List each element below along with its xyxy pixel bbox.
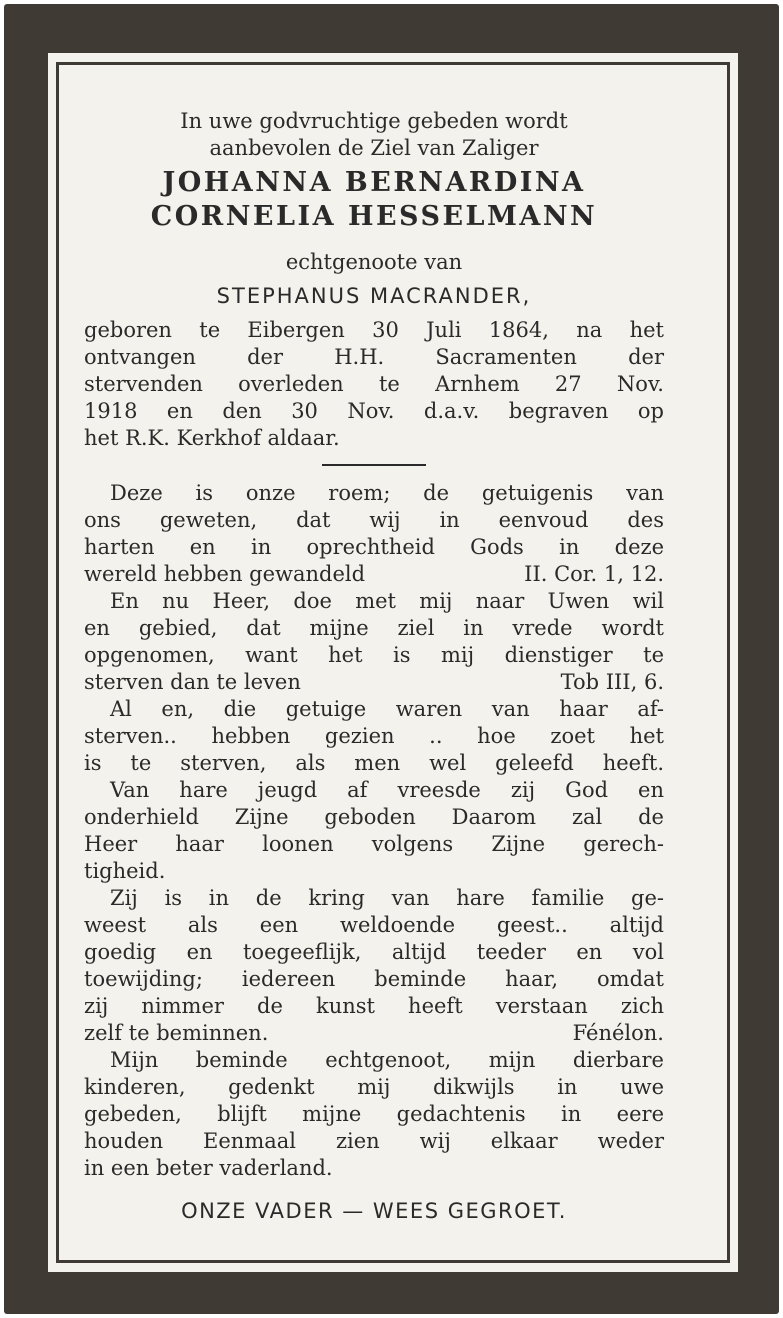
verse-line: kinderen, gedenkt mij dikwijls in uwe — [84, 1075, 664, 1099]
divider — [322, 464, 426, 466]
verse-line: goedig en toegeeflijk, altijd teeder en vol — [84, 940, 664, 964]
verse-paragraph — [84, 885, 664, 1047]
verse-line: sterven.. hebben gezien .. hoe zoet het — [84, 724, 664, 748]
verse-line: Zij is in de kring van hare familie ge- — [110, 886, 664, 910]
verse-last-line — [84, 1155, 664, 1182]
verse-line: harten en in oprechtheid Gods in deze — [84, 535, 664, 559]
verse-line: is te sterven, als men wel geleefd heeft. — [84, 751, 664, 775]
verse-line: tigheid. — [84, 859, 166, 883]
verse-line: in een beter vaderland. — [84, 1156, 333, 1180]
intro-line: In uwe godvruchtige gebeden wordt — [180, 109, 568, 133]
verse-paragraph — [84, 777, 664, 885]
verse-line: onderhield Zijne geboden Daarom zal de — [84, 805, 664, 829]
verse-line: ons geweten, dat wij in eenvoud des — [84, 508, 664, 532]
verse-line: opgenomen, want het is mij dienstiger te — [84, 643, 664, 667]
verse-line: Deze is onze roem; de getuigenis van — [110, 481, 664, 505]
verse-line: Mijn beminde echtgenoot, mijn dierbare — [110, 1048, 664, 1072]
verse-line: Heer haar loonen volgens Zijne gerech- — [84, 832, 664, 856]
deceased-name-line: JOHANNA BERNARDINA — [162, 167, 586, 198]
verse-line: Al en, die getuige waren van haar af- — [110, 697, 664, 721]
verses — [84, 480, 664, 1182]
verse-source: Tob III, 6. — [560, 670, 664, 694]
verse-source: II. Cor. 1, 12. — [524, 562, 664, 586]
verse-line: wereld hebben gewandeld — [84, 562, 366, 586]
memorial-card — [4, 4, 779, 1314]
biography-line: ontvangen der H.H. Sacramenten der — [84, 345, 664, 369]
verse-line: toewijding; iedereen beminde haar, omdat — [84, 967, 664, 991]
verse-source: Fénélon. — [572, 1021, 664, 1045]
intro-text — [84, 108, 664, 162]
verse-last-line — [84, 1020, 664, 1047]
spouse-label: echtgenoote van — [285, 250, 463, 274]
intro-line: aanbevolen de Ziel van Zaliger — [209, 136, 539, 160]
biography — [84, 317, 664, 452]
verse-paragraph — [84, 480, 664, 588]
verse-line: zij nimmer de kunst heeft verstaan zich — [84, 994, 664, 1018]
verse-line: zelf te beminnen. — [84, 1021, 269, 1045]
verse-line: sterven dan te leven — [84, 670, 301, 694]
biography-line: 1918 en den 30 Nov. d.a.v. begraven op — [84, 399, 664, 423]
verse-last-line — [84, 669, 664, 696]
card-text — [84, 108, 664, 1226]
verse-paragraph — [84, 1047, 664, 1182]
verse-paragraph — [84, 696, 664, 777]
closing-prayer: ONZE VADER — WEES GEGROET. — [181, 1199, 567, 1223]
verse-line: weest als een weldoende geest.. altijd — [84, 913, 664, 937]
verse-last-line — [84, 858, 664, 885]
verse-paragraph — [84, 588, 664, 696]
biography-line: geboren te Eibergen 30 Juli 1864, na het — [84, 318, 664, 342]
verse-last-line — [84, 561, 664, 588]
verse-line: En nu Heer, doe met mij naar Uwen wil — [110, 589, 664, 613]
spouse-name: STEPHANUS MACRANDER, — [216, 284, 532, 308]
biography-line: stervenden overleden te Arnhem 27 Nov. — [84, 372, 664, 396]
verse-line: houden Eenmaal zien wij elkaar weder — [84, 1129, 664, 1153]
verse-line: gebeden, blijft mijne gedachtenis in eere — [84, 1102, 664, 1126]
biography-line: het R.K. Kerkhof aldaar. — [84, 426, 340, 450]
deceased-name — [84, 166, 664, 234]
verse-line: Van hare jeugd af vreesde zij God en — [110, 778, 664, 802]
deceased-name-line: CORNELIA HESSELMANN — [150, 201, 598, 232]
verse-line: en gebied, dat mijne ziel in vrede wordt — [84, 616, 664, 640]
